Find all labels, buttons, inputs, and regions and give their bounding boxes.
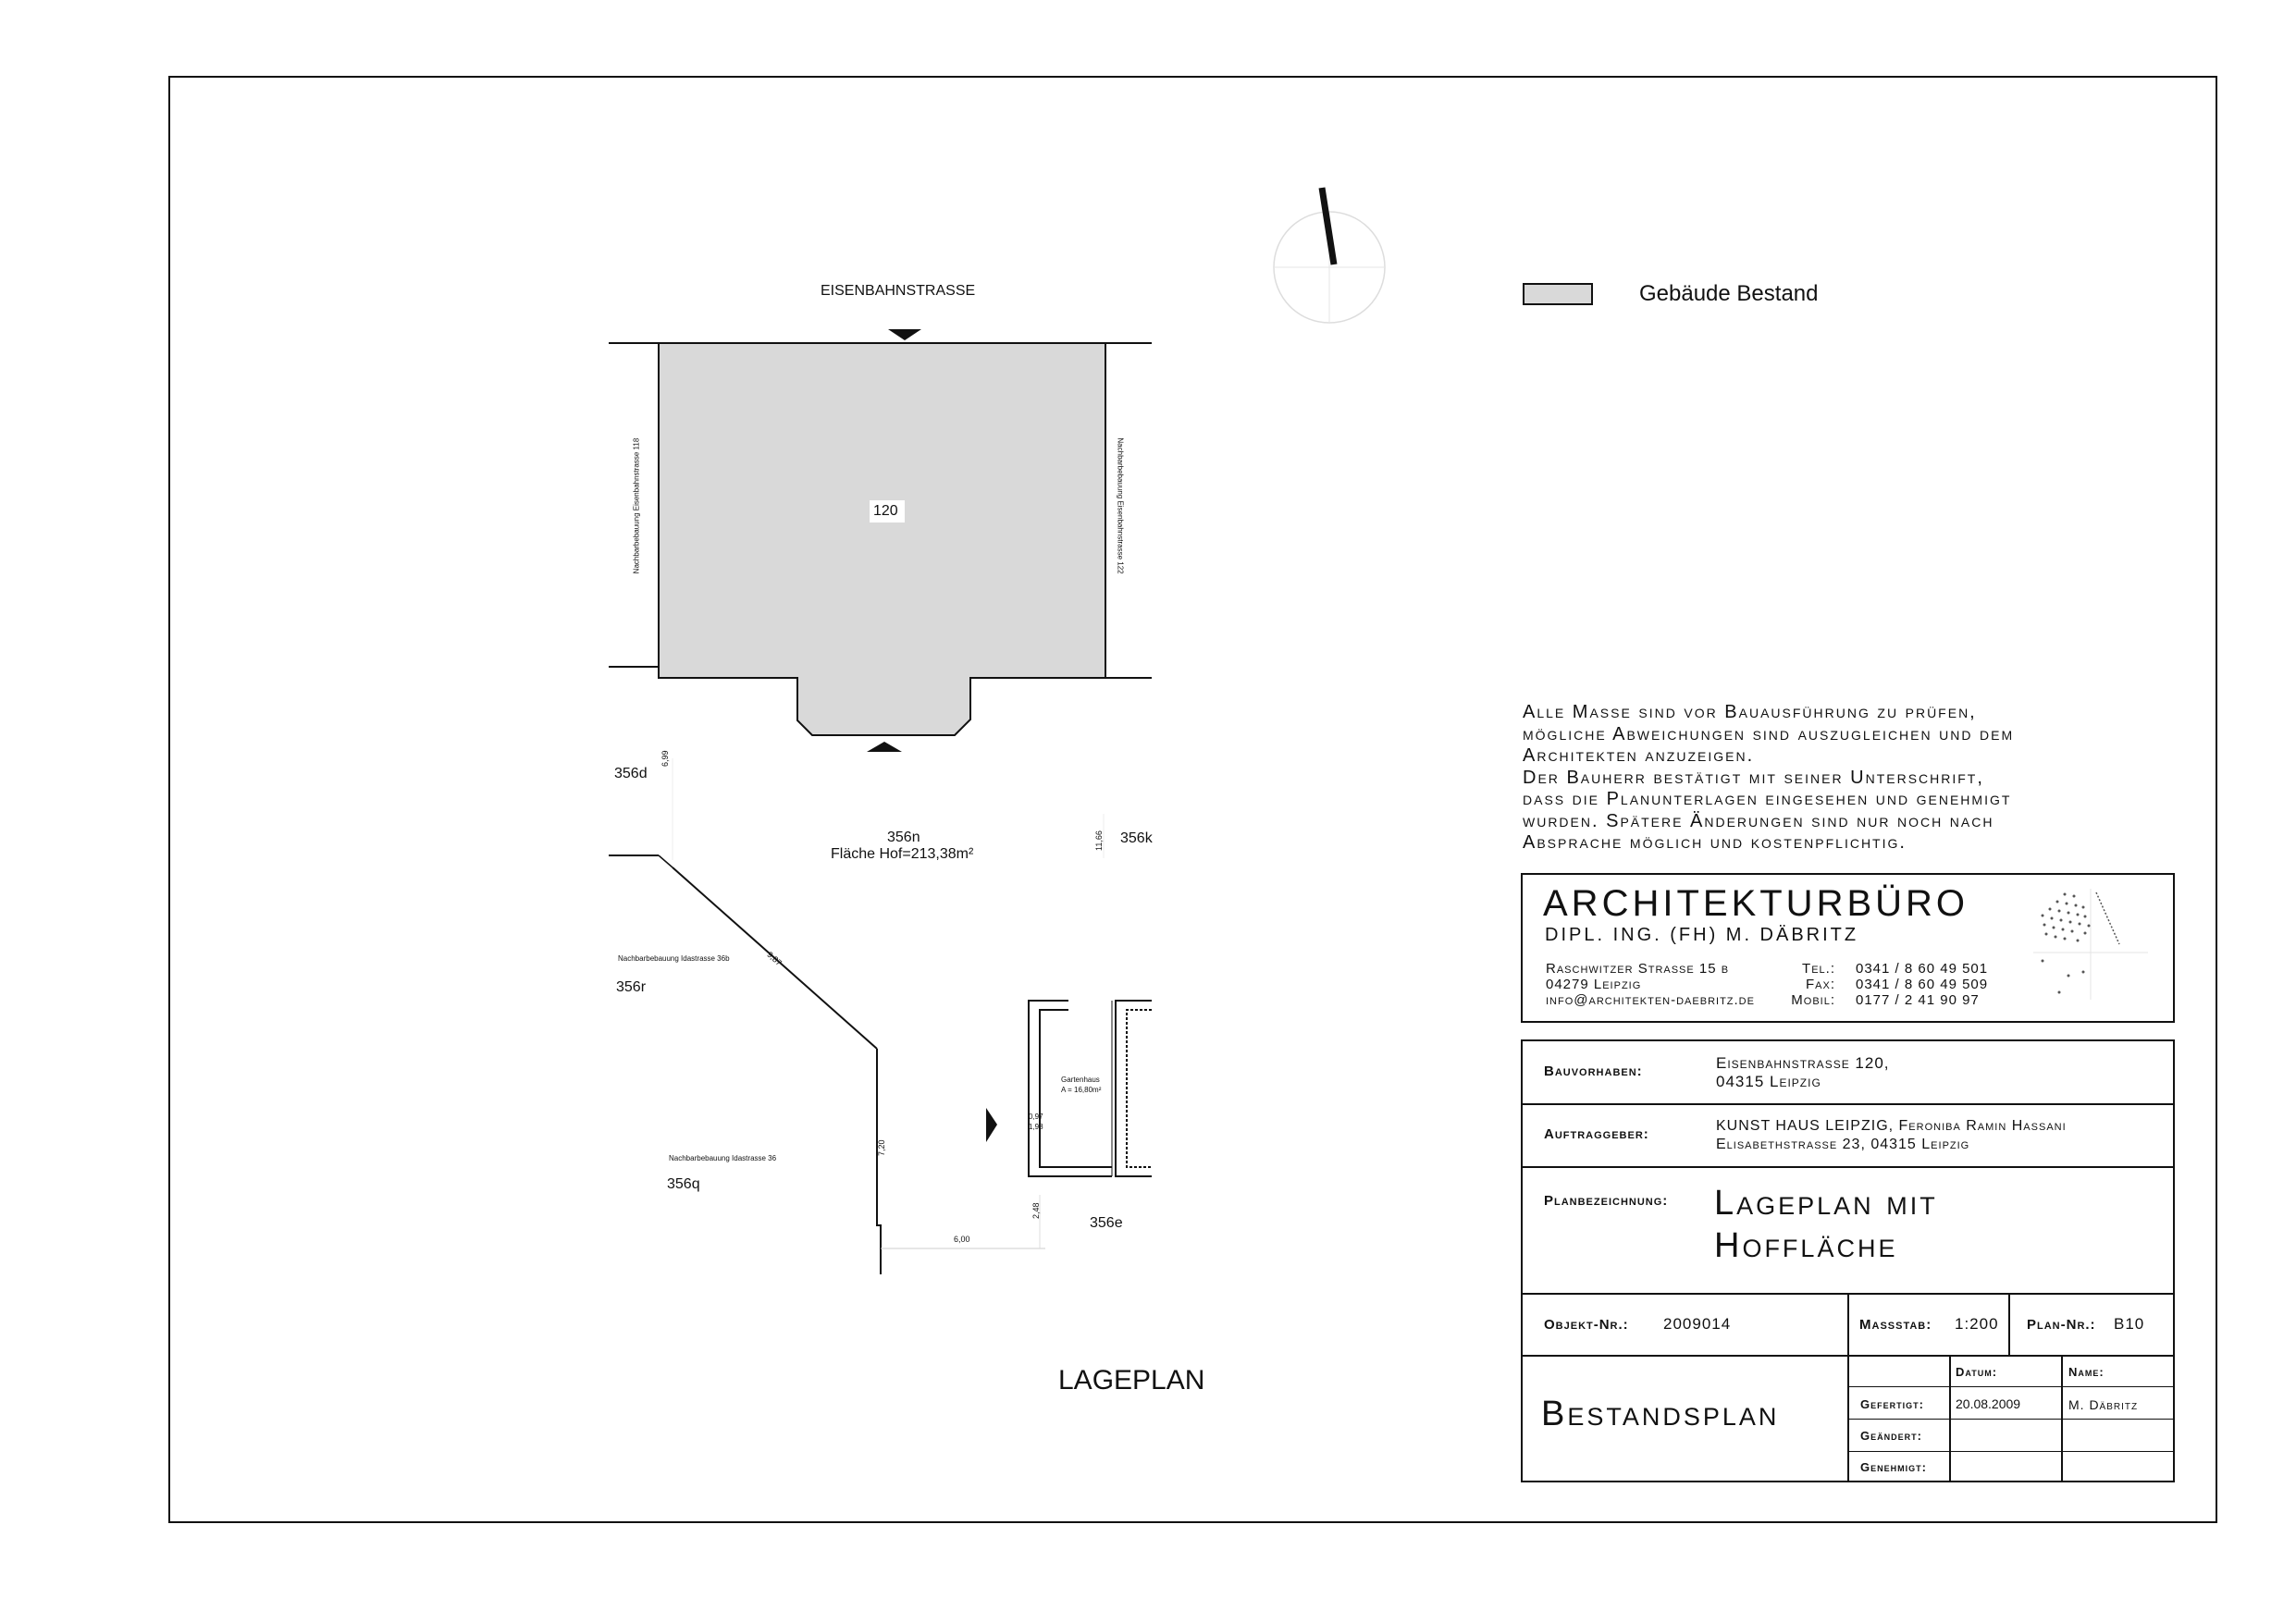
dim-1166: 11,66: [1094, 830, 1104, 851]
parcel-356k: 356k: [1120, 830, 1153, 846]
bauvorhaben-line: Eisenbahnstrasse 120,: [1716, 1054, 1890, 1072]
mobil-value: 0177 / 2 41 90 97: [1856, 992, 1980, 1008]
name-header: Name:: [2068, 1365, 2105, 1379]
objekt-value: 2009014: [1663, 1315, 1732, 1333]
notes-line: Alle Masse sind vor Bauausführung zu prüfen,: [1523, 702, 1977, 722]
building-120: [659, 343, 1105, 735]
office-contact-values: [1856, 961, 1988, 1008]
notes-line: Absprache möglich und kostenpflichtig.: [1523, 832, 1907, 853]
auftraggeber-line: KUNST HAUS LEIPZIG, Feroniba Ramin Hassani: [1716, 1118, 2067, 1134]
plannr-label: Plan-Nr.:: [2027, 1317, 2096, 1333]
datum-header: Datum:: [1956, 1365, 1998, 1379]
bauvorhaben-value: [1716, 1054, 1890, 1091]
neighbor-label-ida36b: Nachbarbebauung Idastrasse 36b: [618, 954, 730, 963]
lot-line-356q: [877, 1049, 881, 1274]
tb-divider: [1521, 1103, 2175, 1105]
genehmigt-label: Genehmigt:: [1860, 1460, 1927, 1474]
parcel-356d: 356d: [614, 766, 648, 781]
parcel-356e: 356e: [1090, 1215, 1123, 1231]
tb-divider: [1847, 1293, 1849, 1482]
tel-value: 0341 / 8 60 49 501: [1856, 961, 1989, 977]
massstab-label: Massstab:: [1859, 1317, 1932, 1333]
planbezeichnung-value: [1714, 1182, 1938, 1267]
plan-title: LAGEPLAN: [1058, 1365, 1205, 1396]
parcel-356r: 356r: [616, 979, 647, 995]
planbezeichnung-line: Hoffläche: [1714, 1226, 1898, 1265]
dim-699: 6,99: [660, 750, 670, 767]
auftraggeber-label: Auftraggeber:: [1544, 1126, 1649, 1142]
office-email[interactable]: info@architekten-daebritz.de: [1546, 992, 1755, 1008]
notes-line: Architekten anzuzeigen.: [1523, 745, 1755, 766]
office-street: Raschwitzer Strasse 15 b: [1546, 961, 1730, 977]
tb-divider: [2008, 1293, 2010, 1355]
gartenhaus-neighbor-outer: [1116, 1001, 1152, 1176]
notes-block: [1523, 702, 2014, 855]
entrance-marker-top: [888, 329, 921, 340]
plannr-value: B10: [2114, 1315, 2145, 1333]
office-name: ARCHITEKTURBÜRO: [1543, 883, 1969, 924]
neighbor-label-right: Nachbarbebauung Eisenbahnstrasse 122: [1116, 437, 1125, 574]
gartenhaus-neighbor-inner: [1127, 1010, 1152, 1167]
tb-divider: [1847, 1386, 2175, 1387]
office-city: 04279 Leipzig: [1546, 977, 1642, 992]
dim-097: 0,97: [1029, 1113, 1043, 1121]
legend-swatch: [1523, 283, 1593, 305]
legend-label: Gebäude Bestand: [1639, 281, 1819, 306]
fax-value: 0341 / 8 60 49 509: [1856, 977, 1989, 992]
notes-line: mögliche Abweichungen sind auszugleichen und dem: [1523, 723, 2015, 744]
planbezeichnung-line: Lageplan mit: [1714, 1184, 1938, 1223]
gartenhaus-area: A = 16,80m²: [1061, 1086, 1102, 1094]
office-contact-labels: [1784, 961, 1835, 1008]
auftraggeber-value: [1716, 1117, 2067, 1154]
dim-248: 2,48: [1031, 1202, 1041, 1219]
street-label: EISENBAHNSTRASSE: [821, 283, 976, 299]
parcel-356n: 356n: [887, 830, 920, 845]
notes-line: Der Bauherr bestätigt mit seiner Unterschrift,: [1523, 767, 1984, 788]
tb-divider: [1521, 1166, 2175, 1168]
gefertigt-date: 20.08.2009: [1956, 1396, 2021, 1411]
fax-label: Fax:: [1805, 977, 1835, 992]
gefertigt-label: Gefertigt:: [1860, 1397, 1924, 1411]
dim-198: 1,98: [1029, 1123, 1043, 1131]
auftraggeber-line: Elisabethstrasse 23, 04315 Leipzig: [1716, 1137, 1970, 1152]
parcel-356q: 356q: [667, 1176, 700, 1192]
mobil-label: Mobil:: [1791, 992, 1835, 1008]
building-number: 120: [873, 503, 898, 519]
office-subtitle: DIPL. ING. (FH) M. DÄBRITZ: [1545, 925, 1859, 945]
notes-line: dass die Planunterlagen eingesehen und genehmigt: [1523, 789, 2012, 809]
bauvorhaben-label: Bauvorhaben:: [1544, 1064, 1643, 1079]
gartenhaus-entrance-marker: [986, 1108, 997, 1142]
plan-type: Bestandsplan: [1541, 1395, 1780, 1433]
dim-987: 9,87: [765, 950, 784, 968]
dim-720: 7,20: [877, 1139, 886, 1156]
north-arrow: [1322, 188, 1334, 264]
massstab-value: 1:200: [1955, 1315, 1999, 1333]
tb-divider: [1847, 1451, 2175, 1452]
courtyard-area: Fläche Hof=213,38m²: [831, 846, 974, 862]
gefertigt-name: M. Däbritz: [2068, 1397, 2139, 1412]
neighbor-label-left: Nachbarbebauung Eisenbahnstrasse 118: [632, 437, 641, 574]
tel-label: Tel.:: [1802, 961, 1835, 977]
notes-line: wurden. Spätere Änderungen sind nur noch nach: [1523, 810, 1994, 831]
bauvorhaben-line: 04315 Leipzig: [1716, 1073, 1821, 1090]
tb-divider: [1847, 1419, 2175, 1420]
planbezeichnung-label: Planbezeichnung:: [1544, 1193, 1669, 1209]
dim-600: 6,00: [954, 1235, 970, 1244]
gartenhaus-name: Gartenhaus: [1061, 1076, 1100, 1084]
office-address: [1546, 961, 1755, 1008]
office-logo: [2031, 883, 2152, 1013]
neighbor-label-ida36: Nachbarbebauung Idastrasse 36: [669, 1154, 777, 1162]
geaendert-label: Geändert:: [1860, 1429, 1922, 1443]
entrance-marker-bottom: [867, 742, 902, 752]
objekt-label: Objekt-Nr.:: [1544, 1317, 1629, 1333]
lot-line-356r-corner: [659, 855, 673, 867]
